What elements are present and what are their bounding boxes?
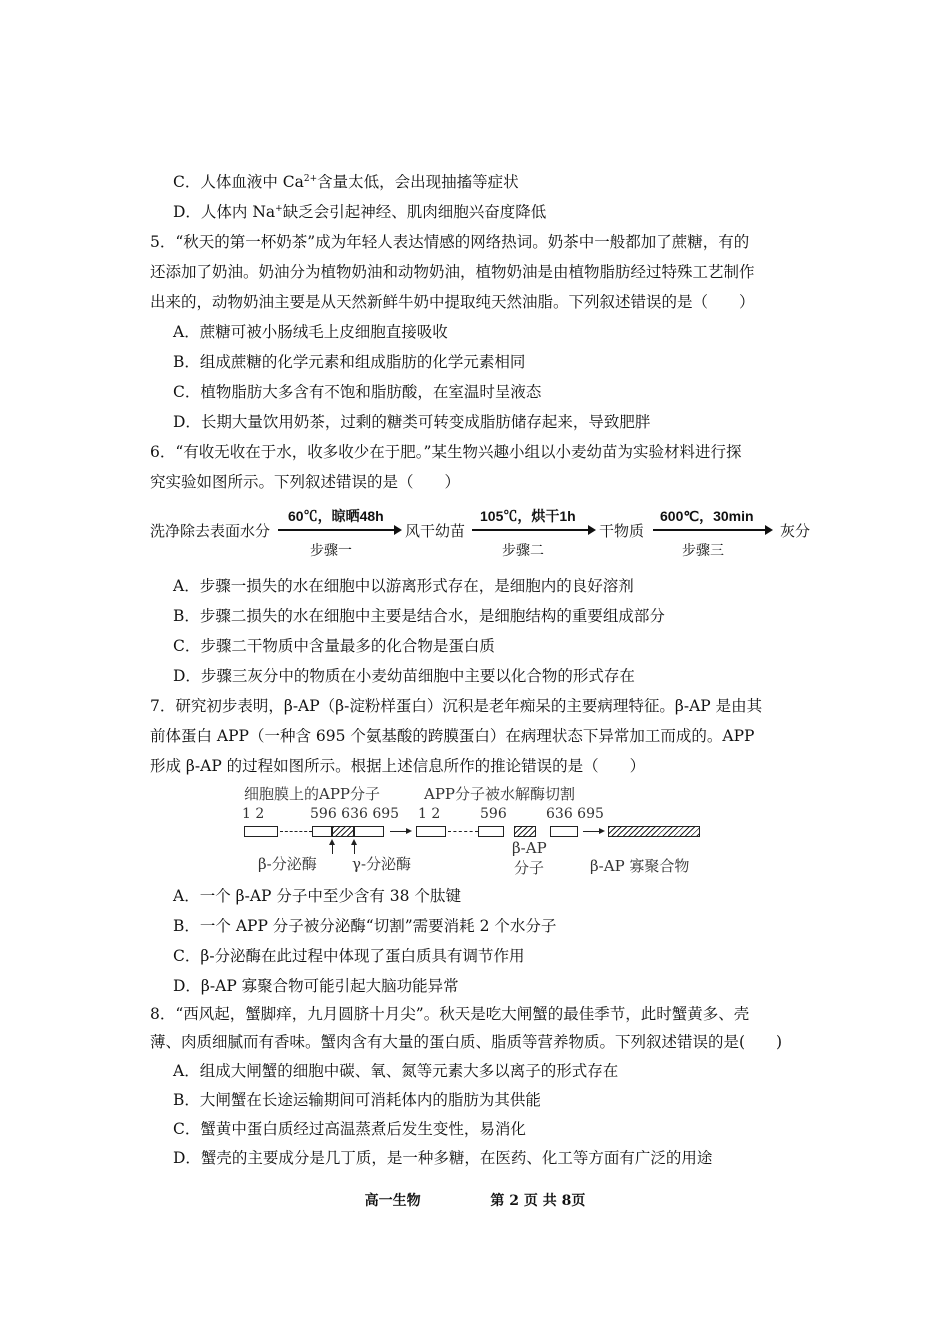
cut-fragment-left [416, 826, 446, 837]
q5-option-a: A．蔗糖可被小肠绒毛上皮细胞直接吸收 [173, 323, 448, 341]
q7-app-diagram [240, 783, 720, 879]
aggregate-label: β-AP 寡聚合物 [590, 857, 690, 875]
q6-option-b: B．步骤二损失的水在细胞中主要是结合水，是细胞结构的重要组成部分 [173, 607, 665, 625]
q4-option-c: C．人体血液中 $Ca^{2+}$含量太低，会出现抽搐等症状 [173, 173, 519, 191]
nums-left-end: 596 636 695 [310, 806, 400, 822]
nums-left-start: 1 2 [242, 806, 265, 822]
flow-step1-condition: 60℃，晾晒48h [288, 508, 384, 524]
flow-arrow-1 [278, 529, 400, 531]
flow-step3-name: 步骤三 [682, 543, 724, 559]
app-beta-ap-region [332, 826, 354, 837]
flow-mid-2: 干物质 [599, 522, 645, 540]
q5-option-b: B．组成蔗糖的化学元素和组成脂肪的化学元素相同 [173, 353, 526, 371]
process-arrow-1 [390, 831, 410, 832]
q4-option-d: D．人体内 Na+缺乏会引起神经、肌肉细胞兴奋度降低 [173, 203, 547, 221]
flow-step2-name: 步骤二 [502, 543, 544, 559]
cut-fragment-tail [550, 826, 578, 837]
q5-stem-line-2: 还添加了奶油。奶油分为植物奶油和动物奶油，植物奶油是由植物脂肪经过特殊工艺制作 [150, 263, 755, 281]
molecule-label: 分子 [514, 859, 545, 877]
q8-option-a: A．组成大闸蟹的细胞中碳、氧、氮等元素大多以离子的形式存在 [173, 1062, 619, 1080]
q7-option-a: A．一个 β-AP 分子中至少含有 38 个肽键 [173, 887, 461, 905]
nums-right-mid: 596 [480, 806, 507, 822]
q8-stem-line-1: 8．“西风起，蟹脚痒，九月圆脐十月尖”。秋天是吃大闸蟹的最佳季节，此时蟹黄多、壳 [150, 1005, 750, 1023]
flow-arrow-2 [472, 529, 594, 531]
flow-mid-1: 风干幼苗 [405, 522, 466, 540]
flow-start: 洗净除去表面水分 [150, 522, 271, 540]
q5-option-d: D．长期大量饮用奶茶，过剩的糖类可转变成脂肪储存起来，导致肥胖 [173, 413, 651, 431]
q5-stem-line-3: 出来的，动物奶油主要是从天然新鲜牛奶中提取纯天然油脂。下列叙述错误的是（ ） [150, 293, 755, 311]
beta-ap-label: β-AP [512, 839, 547, 857]
process-arrow-2 [583, 831, 603, 832]
app-segment-tail [354, 826, 384, 837]
beta-enzyme-arrow [332, 844, 333, 854]
page-footer [0, 1190, 950, 1210]
q8-option-d: D．蟹壳的主要成分是几丁质，是一种多糖，在医药、化工等方面有广泛的用途 [173, 1149, 713, 1167]
gamma-secretase-label: γ-分泌酶 [352, 855, 412, 873]
app-dashed-link [280, 831, 312, 833]
app-segment-mid [312, 826, 332, 837]
label-app-cut: APP分子被水解酶切割 [424, 785, 576, 803]
q6-option-a: A．步骤一损失的水在细胞中以游离形式存在，是细胞内的良好溶剂 [173, 577, 634, 595]
q6-stem-line-2: 究实验如图所示。下列叙述错误的是（ ） [150, 473, 461, 491]
beta-secretase-label: β-分泌酶 [258, 855, 317, 873]
q7-stem-line-3: 形成 β-AP 的过程如图所示。根据上述信息所作的推论错误的是（ ） [150, 757, 646, 775]
q8-stem-line-2: 薄、肉质细腻而有香味。蟹肉含有大量的蛋白质、脂质等营养物质。下列叙述错误的是( ) [150, 1033, 783, 1051]
q7-option-d: D．β-AP 寡聚合物可能引起大脑功能异常 [173, 977, 459, 995]
app-segment-left [244, 826, 278, 837]
footer-page-number: 第 2 页 共 8页 [490, 1193, 586, 1209]
q5-stem-line-1: 5．“秋天的第一杯奶茶”成为年轻人表达情感的网络热词。奶茶中一般都加了蔗糖，有的 [150, 233, 750, 251]
q7-stem-line-1: 7．研究初步表明，β-AP（β-淀粉样蛋白）沉积是老年痴呆的主要病理特征。β-AP 是由其 [150, 697, 763, 715]
flow-step2-condition: 105℃，烘干1h [480, 508, 576, 524]
beta-ap-fragment [514, 826, 536, 837]
q7-option-c: C．β-分泌酶在此过程中体现了蛋白质具有调节作用 [173, 947, 525, 965]
footer-subject: 高一生物 [364, 1193, 421, 1209]
flow-end: 灰分 [780, 522, 811, 540]
nums-right-start: 1 2 [418, 806, 441, 822]
q6-stem-line-1: 6．“有收无收在于水，收多收少在于肥。”某生物兴趣小组以小麦幼苗为实验材料进行探 [150, 443, 742, 461]
q8-option-c: C．蟹黄中蛋白质经过高温蒸煮后发生变性，易消化 [173, 1120, 526, 1138]
q6-option-c: C．步骤二干物质中含量最多的化合物是蛋白质 [173, 637, 495, 655]
q6-flow-diagram [150, 506, 810, 562]
q7-stem-line-2: 前体蛋白 APP（一种含 695 个氨基酸的跨膜蛋白）在病理状态下异常加工而成的。APP [150, 727, 755, 745]
flow-step3-condition: 600℃，30min [660, 508, 754, 524]
flow-arrow-3 [653, 529, 771, 531]
cut-dashed-link [448, 831, 478, 833]
q8-option-b: B．大闸蟹在长途运输期间可消耗体内的脂肪为其供能 [173, 1091, 541, 1109]
q7-option-b: B．一个 APP 分子被分泌酶“切割”需要消耗 2 个水分子 [173, 917, 557, 935]
cut-fragment-mid [478, 826, 504, 837]
label-membrane-app: 细胞膜上的APP分子 [244, 785, 381, 803]
beta-ap-aggregate [608, 826, 700, 837]
nums-right-end: 636 695 [546, 806, 604, 822]
flow-step1-name: 步骤一 [310, 543, 352, 559]
q5-option-c: C．植物脂肪大多含有不饱和脂肪酸，在室温时呈液态 [173, 383, 542, 401]
q6-option-d: D．步骤三灰分中的物质在小麦幼苗细胞中主要以化合物的形式存在 [173, 667, 635, 685]
